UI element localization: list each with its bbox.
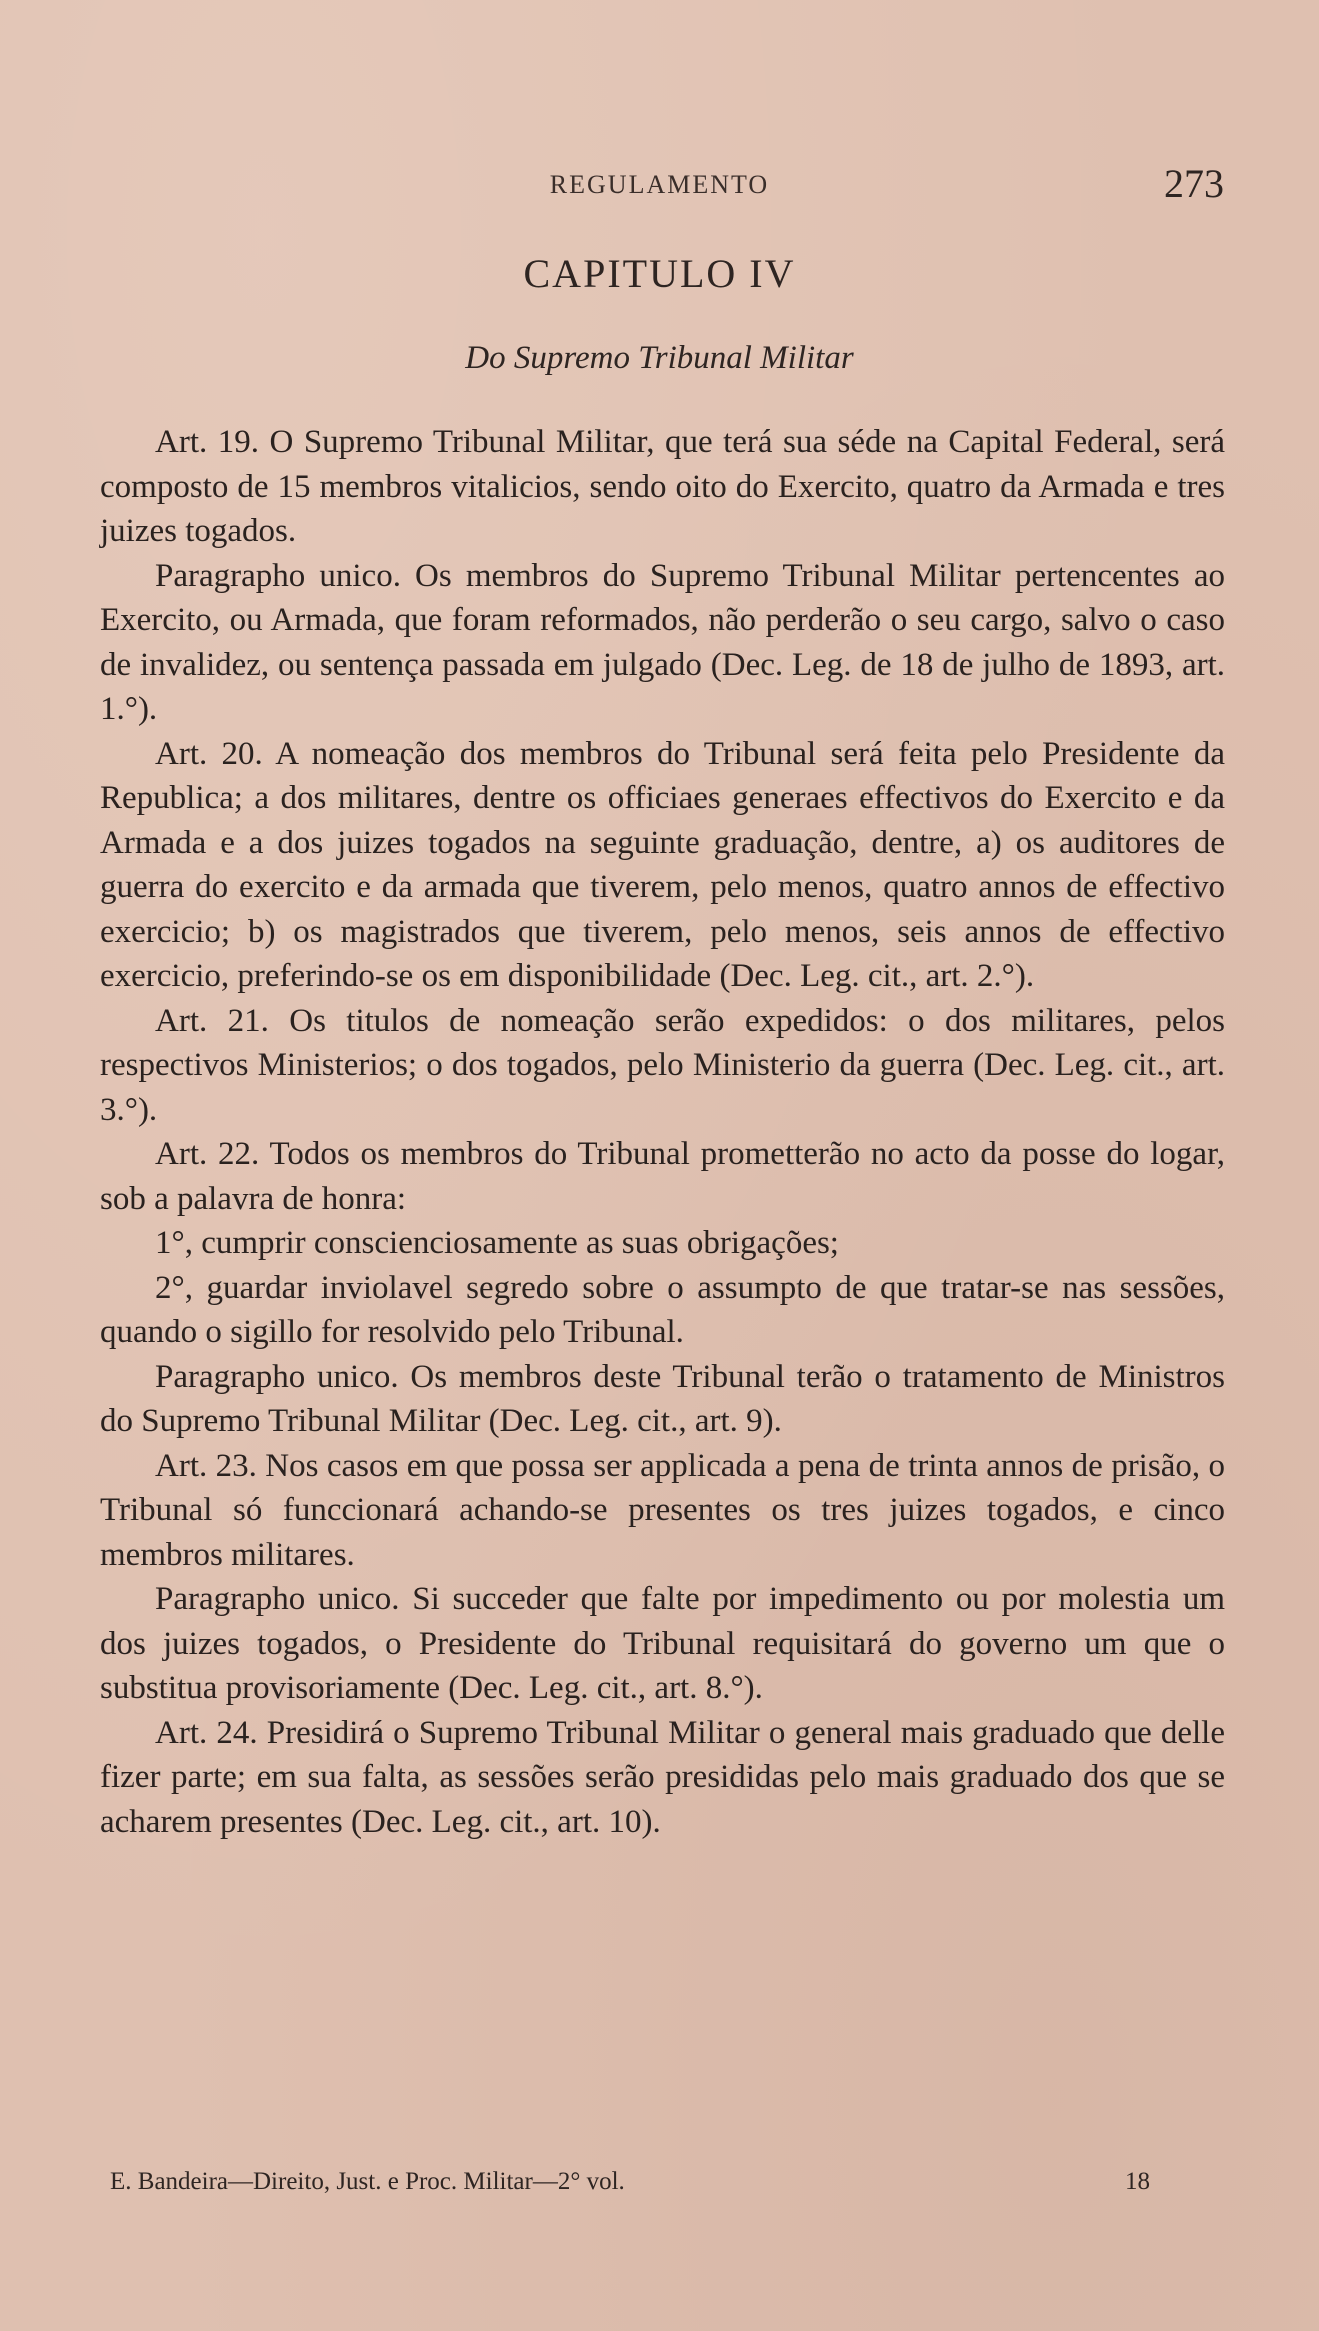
body-text <box>100 420 1225 1844</box>
article-19-sole-paragraph: Paragrapho unico. Os membros do Supremo Tribunal Militar pertencentes ao Exercito, ou Armada, que foram reformados, não perderão o seu cargo, salvo o caso de invalidez, ou sentença passada em julgado (Dec. Leg. de 18 de julho de 1893, art. 1.°). <box>100 557 1225 727</box>
article-23: Art. 23. Nos casos em que possa ser applicada a pena de trinta annos de prisão, o Tribunal só funccionará achando-se presentes os tres juizes togados, e cinco membros militares. <box>100 1447 1225 1573</box>
article-24: Art. 24. Presidirá o Supremo Tribunal Militar o general mais graduado que delle fizer parte; em sua falta, as sessões serão presididas pelo mais graduado dos que se acharem presentes (Dec. Leg. cit., art. 10). <box>100 1714 1225 1840</box>
article-21: Art. 21. Os titulos de nomeação serão expedidos: o dos militares, pelos respectivos Ministerios; o dos togados, pelo Ministerio da guerra (Dec. Leg. cit., art. 3.°). <box>100 1002 1225 1128</box>
footer-citation: E. Bandeira—Direito, Just. e Proc. Militar—2° vol. <box>110 2168 625 2195</box>
signature-mark: 18 <box>1125 2168 1150 2195</box>
chapter-title: CAPITULO IV <box>523 251 796 296</box>
article-20: Art. 20. A nomeação dos membros do Tribunal será feita pelo Presidente da Republica; a dos militares, dentre os officiaes generaes effectivos do Exercito e da Armada e a dos juizes togados na seguinte graduação, dentre, a) os auditores de guerra do exercito e da armada que tiverem, pelo menos, quatro annos de effectivo exercicio; b) os magistrados que tiverem, pelo menos, seis annos de effectivo exercicio, preferindo-se os em disponibilidade (Dec. Leg. cit., art. 2.°). <box>100 735 1225 994</box>
article-22-sole-paragraph: Paragrapho unico. Os membros deste Tribunal terão o tratamento de Ministros do Supremo Tribunal Militar (Dec. Leg. cit., art. 9). <box>100 1358 1225 1439</box>
article-22-item-2: 2°, guardar inviolavel segredo sobre o assumpto de que tratar-se nas sessões, quando o sigillo for resolvido pelo Tribunal. <box>100 1269 1225 1350</box>
article-22-item-1: 1°, cumprir conscienciosamente as suas obrigações; <box>155 1225 839 1261</box>
page-number: 273 <box>1164 161 1224 206</box>
article-23-sole-paragraph: Paragrapho unico. Si succeder que falte por impedimento ou por molestia um dos juizes togados, o Presidente do Tribunal requisitará do governo um que o substitua provisoriamente (Dec. Leg. cit., art. 8.°). <box>100 1581 1225 1706</box>
article-19: Art. 19. O Supremo Tribunal Militar, que terá sua séde na Capital Federal, será composto de 15 membros vitalicios, sendo oito do Exercito, quatro da Armada e tres juizes togados. <box>100 424 1225 549</box>
running-header: REGULAMENTO <box>549 170 770 199</box>
article-22: Art. 22. Todos os membros do Tribunal prometterão no acto da posse do logar, sob a palavra de honra: <box>100 1136 1225 1217</box>
chapter-subtitle: Do Supremo Tribunal Militar <box>465 340 854 376</box>
page-footer <box>110 2168 1150 2196</box>
